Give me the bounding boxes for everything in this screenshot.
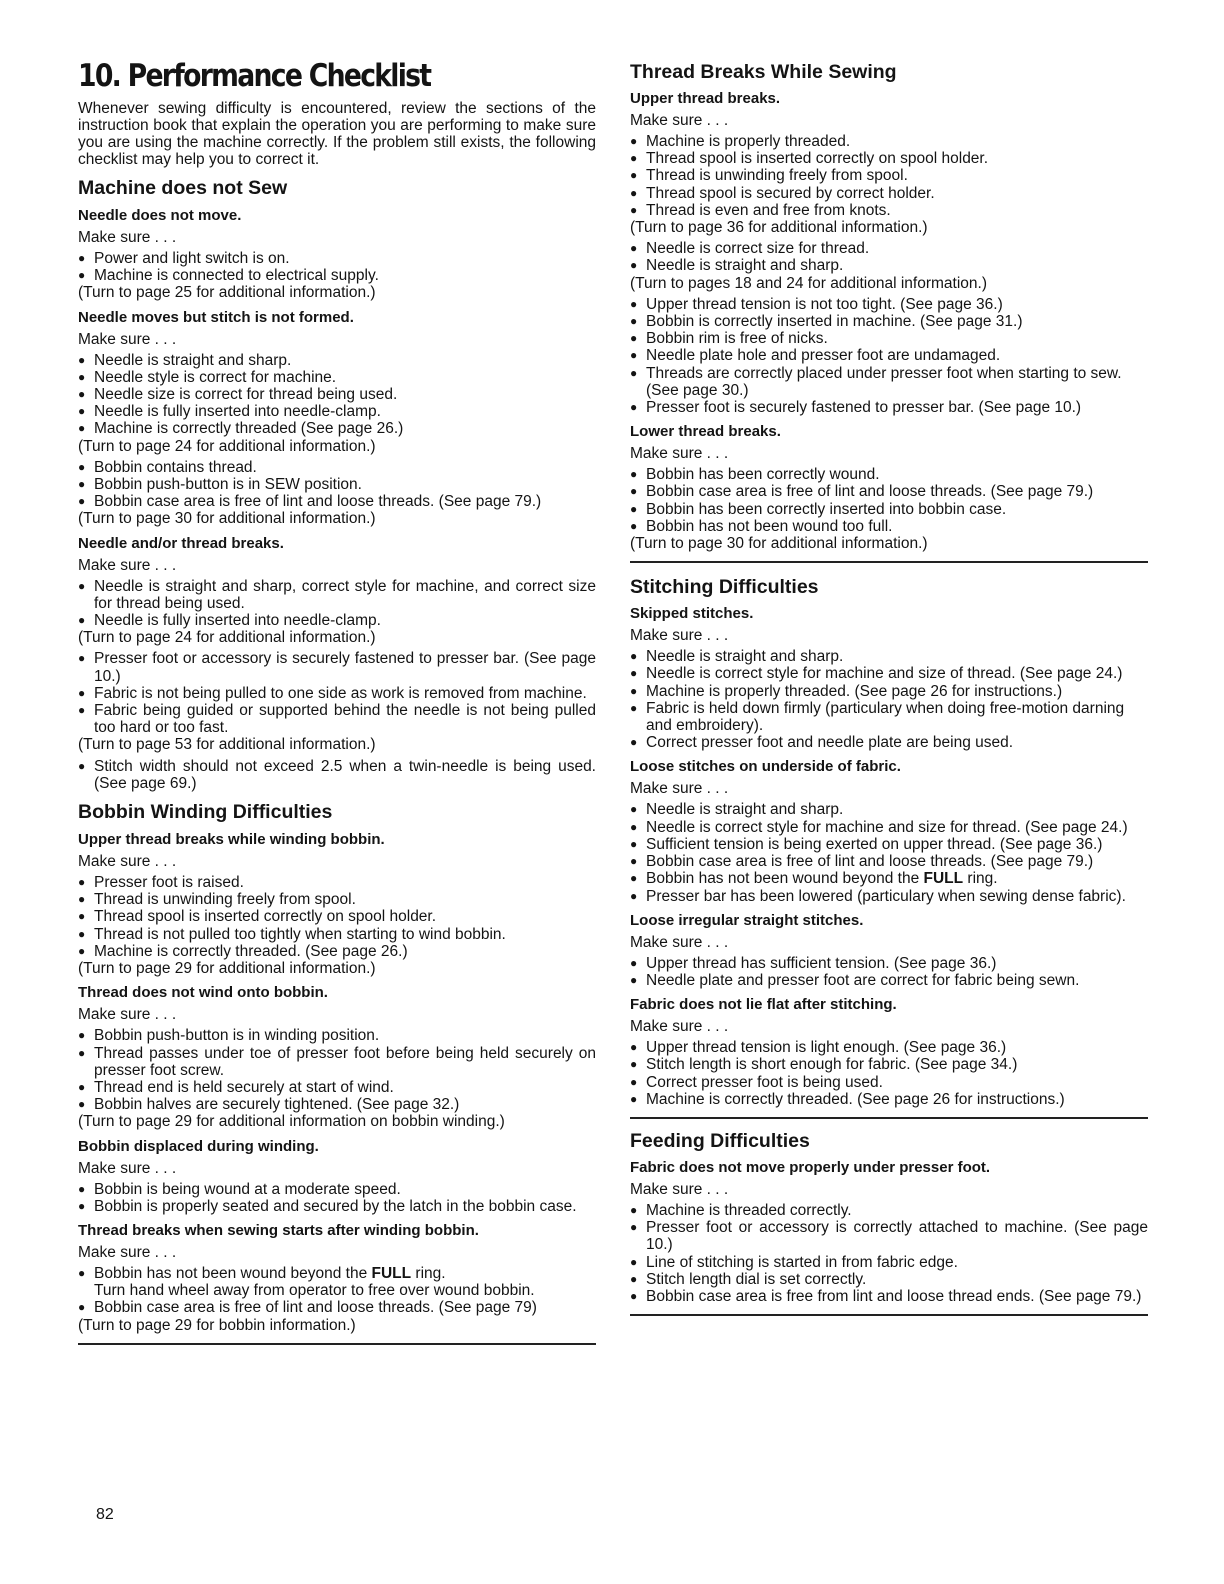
checklist-item: ● Machine is correctly threaded. (See page 26.) (78, 943, 596, 960)
checklist-item: ● Bobbin contains thread. (78, 459, 596, 476)
checklist-item: ● Stitch length is short enough for fabric. (See page 34.) (630, 1056, 1148, 1073)
checklist-item (78, 1265, 596, 1299)
checklist-item: ● Needle is straight and sharp. (630, 257, 1148, 274)
checklist-item: ● Machine is threaded correctly. (630, 1202, 1148, 1219)
reference-note: (Turn to pages 18 and 24 for additional information.) (630, 274, 987, 292)
left-column (78, 58, 596, 1345)
checklist-item: ● Fabric is held down firmly (particulary when doing free-motion darning and embroidery). (630, 700, 1148, 734)
checklist-item: ● Sufficient tension is being exerted on upper thread. (See page 36.) (630, 836, 1148, 853)
item-text: ring. (963, 870, 998, 888)
section-divider (630, 1117, 1148, 1119)
checklist-item: ● Bobbin case area is free from lint and loose thread ends. (See page 79.) (630, 1288, 1148, 1305)
problem-title: Loose irregular straight stitches. (630, 911, 864, 929)
reference-note: (Turn to page 29 for additional information on bobbin winding.) (78, 1113, 505, 1131)
right-column (630, 58, 1148, 1316)
checklist-item: ● Thread end is held securely at start of wind. (78, 1079, 596, 1096)
problem-title: Needle and/or thread breaks. (78, 534, 284, 552)
checklist-item: ● Machine is connected to electrical supply. (78, 267, 596, 284)
problem-title: Needle does not move. (78, 207, 242, 224)
checklist-item: ● Correct presser foot is being used. (630, 1074, 1148, 1091)
checklist (78, 874, 596, 960)
make-sure-label: Make sure . . . (78, 853, 177, 871)
checklist-item: ● Presser foot or accessory is correctly attached to machine. (See page 10.) (630, 1219, 1148, 1253)
problem-title: Loose stitches on underside of fabric. (630, 758, 901, 776)
problem-title: Lower thread breaks. (630, 423, 781, 441)
checklist-item: ● Needle is correct size for thread. (630, 240, 1148, 257)
checklist-item: ● Needle plate hole and presser foot are undamaged. (630, 347, 1148, 364)
checklist-item: ● Needle size is correct for thread being used. (78, 386, 596, 403)
checklist (78, 1265, 596, 1317)
checklist (78, 650, 596, 736)
item-text: Turn hand wheel away from operator to free over wound bobbin. (94, 1282, 535, 1300)
checklist-item: ● Bobbin has been correctly wound. (630, 466, 1148, 483)
checklist-item: ● Machine is properly threaded. (630, 133, 1148, 150)
reference-note: (Turn to page 29 for additional information.) (78, 960, 376, 978)
checklist-item: ● Correct presser foot and needle plate are being used. (630, 734, 1148, 751)
reference-note: (Turn to page 53 for additional information.) (78, 736, 376, 754)
make-sure-label: Make sure . . . (78, 330, 177, 348)
checklist-item: ● Bobbin is correctly inserted in machine. (See page 31.) (630, 313, 1148, 330)
checklist (78, 578, 596, 630)
checklist-item: ● Bobbin is properly seated and secured by the latch in the bobbin case. (78, 1198, 596, 1215)
item-text: Bobbin has not been wound beyond the (94, 1264, 372, 1282)
item-text: ring. (411, 1264, 446, 1282)
checklist-item: ● Bobbin rim is free of nicks. (630, 330, 1148, 347)
checklist-item: ● Upper thread has sufficient tension. (See page 36.) (630, 955, 1148, 972)
section-heading: Machine does not Sew (78, 177, 288, 199)
checklist-item: ● Bobbin has not been wound too full. (630, 518, 1148, 535)
checklist (78, 459, 596, 511)
checklist-item: ● Thread is unwinding freely from spool. (78, 891, 596, 908)
checklist (630, 296, 1148, 416)
checklist-item: ● Presser foot or accessory is securely fastened to presser bar. (See page 10.) (78, 650, 596, 684)
problem-title: Upper thread breaks while winding bobbin. (78, 831, 385, 849)
checklist-item: ● Presser foot is securely fastened to presser bar. (See page 10.) (630, 399, 1148, 416)
checklist (630, 466, 1148, 535)
reference-note: (Turn to page 24 for additional information.) (78, 437, 376, 455)
checklist (630, 1039, 1148, 1108)
make-sure-label: Make sure . . . (630, 112, 729, 129)
reference-note: (Turn to page 25 for additional information.) (78, 284, 376, 302)
checklist-item: ● Fabric being guided or supported behind the needle is not being pulled too hard or too fast. (78, 702, 596, 736)
checklist-item: ● Stitch length dial is set correctly. (630, 1271, 1148, 1288)
checklist (78, 250, 596, 284)
checklist (630, 1202, 1148, 1305)
intro-paragraph: Whenever sewing difficulty is encountered, review the sections of the instruction book that explain the operation you are performing to make sure you are using the machine correctly. If the problem still exists, the following checklist may help you to correct it. (78, 100, 596, 168)
reference-note: (Turn to page 36 for additional information.) (630, 219, 928, 237)
checklist (630, 133, 1148, 219)
checklist-item: ● Thread spool is inserted correctly on spool holder. (78, 908, 596, 925)
checklist-item: ● Needle is straight and sharp. (630, 648, 1148, 665)
problem-title: Fabric does not move properly under presser foot. (630, 1158, 991, 1176)
make-sure-label: Make sure . . . (630, 445, 729, 463)
make-sure-label: Make sure . . . (78, 1243, 177, 1261)
checklist-item: ● Needle is straight and sharp, correct style for machine, and correct size for thread being used. (78, 578, 596, 612)
make-sure-label: Make sure . . . (78, 556, 177, 574)
checklist-item: ● Needle is straight and sharp. (630, 801, 1148, 818)
section-divider (78, 1343, 596, 1345)
full-label: FULL (371, 1264, 412, 1282)
checklist-item: ● Bobbin push-button is in winding position. (78, 1027, 596, 1044)
checklist (630, 801, 1148, 904)
reference-note: (Turn to page 30 for additional information.) (78, 510, 376, 528)
make-sure-label: Make sure . . . (78, 1006, 177, 1024)
checklist-item: ● Stitch width should not exceed 2.5 when a twin-needle is being used. (See page 69.) (78, 758, 596, 792)
checklist-item: ● Machine is correctly threaded. (See page 26 for instructions.) (630, 1091, 1148, 1108)
checklist (78, 1181, 596, 1215)
problem-title: Fabric does not lie flat after stitching. (630, 996, 897, 1014)
checklist-item: ● Thread passes under toe of presser foot before being held securely on presser foot screw. (78, 1045, 596, 1079)
reference-note: (Turn to page 29 for bobbin information.) (78, 1316, 356, 1334)
checklist-item: ● Thread is unwinding freely from spool. (630, 167, 1148, 184)
problem-title: Thread breaks when sewing starts after winding bobbin. (78, 1221, 479, 1239)
checklist-item: ● Thread is even and free from knots. (630, 202, 1148, 219)
checklist (630, 240, 1148, 274)
reference-note: (Turn to page 30 for additional information.) (630, 535, 928, 553)
checklist-item: ● Power and light switch is on. (78, 250, 596, 267)
section-divider (630, 561, 1148, 563)
checklist-item: ● Bobbin case area is free of lint and loose threads. (See page 79.) (78, 493, 596, 510)
checklist-item: ● Threads are correctly placed under presser foot when starting to sew. (See page 30.) (630, 365, 1148, 399)
checklist-item: ● Needle is fully inserted into needle-clamp. (78, 403, 596, 420)
checklist-item: ● Presser foot is raised. (78, 874, 596, 891)
checklist-item: ● Bobbin has been correctly inserted into bobbin case. (630, 501, 1148, 518)
page-number: 82 (96, 1506, 114, 1523)
checklist-item: ● Presser bar has been lowered (particulary when sewing dense fabric). (630, 888, 1148, 905)
checklist-item: ● Bobbin push-button is in SEW position. (78, 476, 596, 493)
make-sure-label: Make sure . . . (78, 229, 177, 246)
checklist-item: ● Bobbin case area is free of lint and loose threads. (See page 79.) (630, 483, 1148, 500)
problem-title: Bobbin displaced during winding. (78, 1137, 319, 1155)
make-sure-label: Make sure . . . (630, 933, 729, 951)
checklist (78, 1027, 596, 1113)
section-heading: Stitching Difficulties (630, 576, 819, 599)
checklist-item: ● Thread spool is inserted correctly on spool holder. (630, 150, 1148, 167)
problem-title: Needle moves but stitch is not formed. (78, 308, 354, 326)
checklist-item: ● Bobbin case area is free of lint and loose threads. (See page 79.) (630, 853, 1148, 870)
checklist (78, 352, 596, 438)
make-sure-label: Make sure . . . (630, 1180, 729, 1198)
checklist-item: ● Bobbin case area is free of lint and loose threads. (See page 79) (78, 1299, 596, 1316)
make-sure-label: Make sure . . . (630, 627, 729, 645)
section-heading: Feeding Difficulties (630, 1129, 810, 1152)
make-sure-label: Make sure . . . (78, 1159, 177, 1177)
problem-title: Skipped stitches. (630, 605, 754, 623)
checklist-item: ● Needle is correct style for machine and size of thread. (See page 24.) (630, 665, 1148, 682)
page-title: 10. Performance Checklist (78, 58, 431, 94)
checklist-item: ● Needle style is correct for machine. (78, 369, 596, 386)
problem-title: Upper thread breaks. (630, 90, 781, 107)
make-sure-label: Make sure . . . (630, 1018, 729, 1036)
checklist-item: ● Thread is not pulled too tightly when starting to wind bobbin. (78, 926, 596, 943)
reference-note: (Turn to page 24 for additional information.) (78, 629, 376, 647)
checklist-item: ● Fabric is not being pulled to one side as work is removed from machine. (78, 685, 596, 702)
checklist (630, 955, 1148, 989)
checklist-item: ● Machine is properly threaded. (See page 26 for instructions.) (630, 683, 1148, 700)
checklist-item: ● Machine is correctly threaded (See page 26.) (78, 420, 596, 437)
checklist-item: ● Bobbin halves are securely tightened. (See page 32.) (78, 1096, 596, 1113)
checklist-item: ● Upper thread tension is light enough. (See page 36.) (630, 1039, 1148, 1056)
section-heading: Thread Breaks While Sewing (630, 61, 897, 83)
section-divider (630, 1314, 1148, 1316)
checklist-item: ● Thread spool is secured by correct holder. (630, 185, 1148, 202)
make-sure-label: Make sure . . . (630, 780, 729, 798)
item-text: Bobbin has not been wound beyond the (646, 870, 924, 888)
full-label: FULL (923, 870, 964, 888)
checklist (78, 758, 596, 792)
problem-title: Thread does not wind onto bobbin. (78, 984, 328, 1002)
checklist (630, 648, 1148, 751)
checklist-item: ● Needle plate and presser foot are correct for fabric being sewn. (630, 972, 1148, 989)
checklist-item: ● Bobbin is being wound at a moderate speed. (78, 1181, 596, 1198)
checklist-item: ● Needle is correct style for machine and size for thread. (See page 24.) (630, 819, 1148, 836)
checklist-item: ● Upper thread tension is not too tight. (See page 36.) (630, 296, 1148, 313)
checklist-item: ● Line of stitching is started in from fabric edge. (630, 1254, 1148, 1271)
checklist-item (630, 870, 1148, 887)
checklist-item: ● Needle is fully inserted into needle-clamp. (78, 612, 596, 629)
section-heading: Bobbin Winding Difficulties (78, 801, 333, 824)
checklist-item: ● Needle is straight and sharp. (78, 352, 596, 369)
